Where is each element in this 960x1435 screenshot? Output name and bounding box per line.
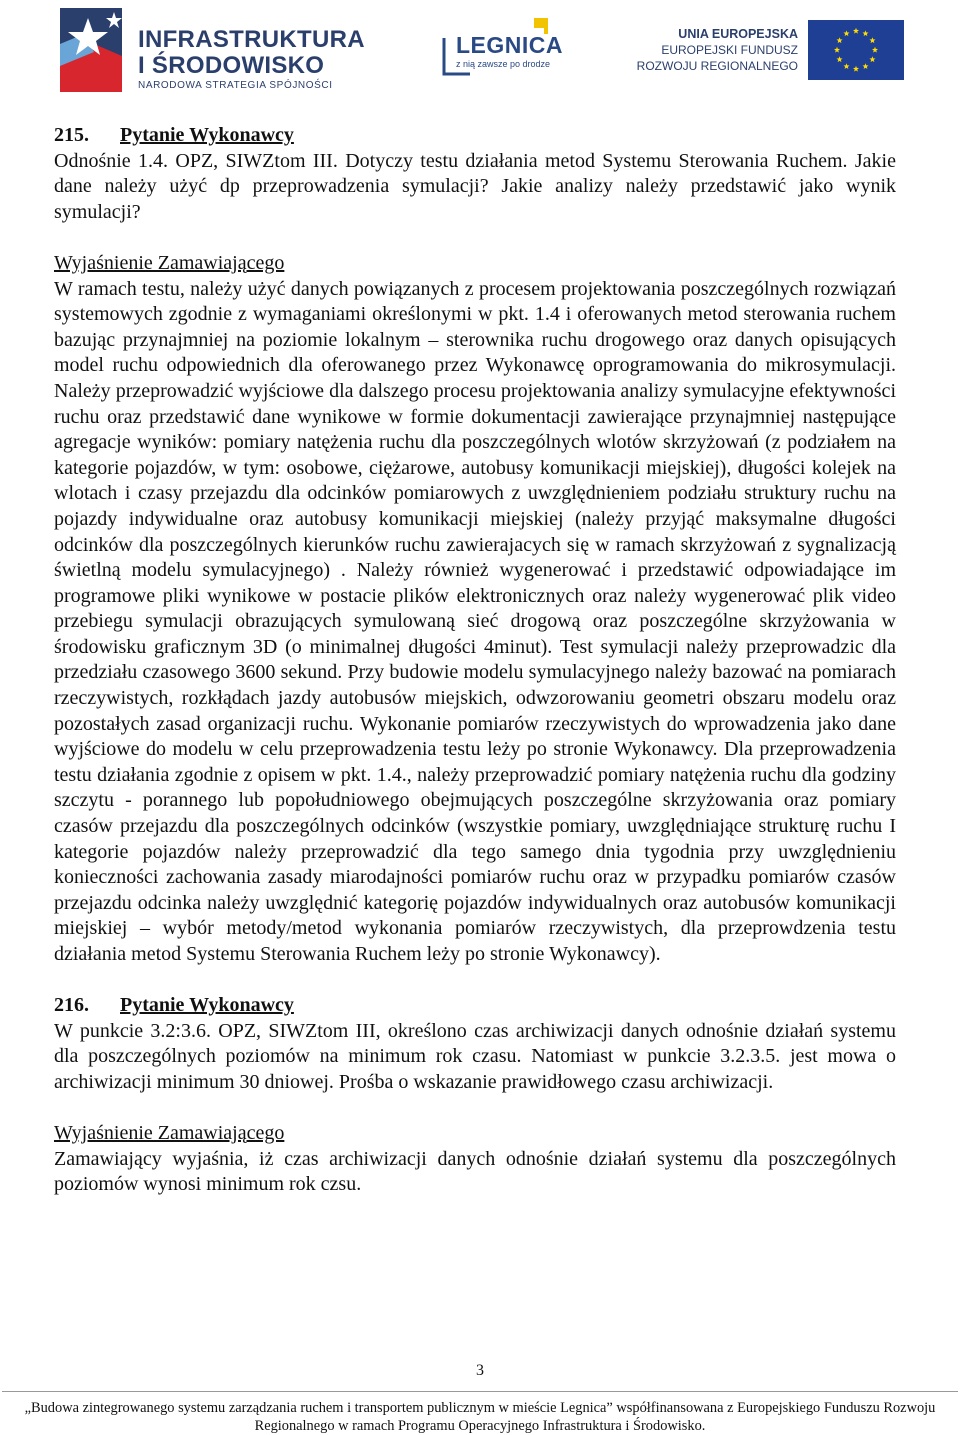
- eu-erdf-logo: [636, 20, 908, 82]
- legnica-tagline: z nią zawsze po drodze: [456, 59, 551, 69]
- page-number: 3: [476, 1362, 484, 1379]
- legnica-name: LEGNICA: [456, 32, 563, 58]
- logo-left-line3: NARODOWA STRATEGIA SPÓJNOŚCI: [138, 80, 333, 91]
- document-body: [54, 123, 896, 1198]
- section-215-answer-label: Wyjaśnienie Zamawiającego: [54, 251, 285, 274]
- infrastruktura-srodowisko-logo: [54, 4, 365, 96]
- footer-line2: Regionalnego w ramach Programu Operacyjnego Infrastruktura i Środowisko.: [254, 1417, 706, 1434]
- page-header: [0, 0, 960, 100]
- footer-text: [0, 1400, 960, 1435]
- nss-star-icon: [54, 4, 134, 96]
- section-216-heading: [54, 993, 896, 1019]
- logo-right-line3: ROZWOJU REGIONALNEGO: [636, 59, 798, 73]
- section-number: 215.: [54, 124, 89, 146]
- logo-left-line2: I ŚRODOWISKO: [138, 52, 325, 79]
- section-title: Pytanie Wykonawcy: [120, 994, 294, 1017]
- section-215-answer: W ramach testu, należy użyć danych powiązanych z procesem projektowania poszczególnych rozwiązań systemowych zgodnie z wymaganiami określonymi w pkt. 1.4 i oferowanych metod sterowania ruchem bazując przynajmniej na poziomie lokalnym – sterownika ruchu drogowego oraz danych opisujących model ruchu odpowiednich dla oferowanego przez Wykonawcę oprogramowania do mikrosymulacji. Należy przeprowadzić wyjściowe dla dalszego procesu projektowania analizy symulacyjne efektywności ruchu oraz przedstawić dane wynikowe w formie dokumentacji zawierające przynajmniej następujące agregacje wyników: pomiary natężenia ruchu dla poszczególnych wlotów skrzyżowań (z podziałem na kategorie pojazdów, w tym: osobowe, ciężarowe, autobusy komunikacji miejskiej), długości kolejek na wlotach i czasy przejazdu dla odcinków pomiarowych z uwzględnieniem podziału struktury ruchu na pojazdy indywidualne oraz autobusy komunikacji miejskiej (należy przyjąć maksymalne długości odcinków dla poszczególnych kierunków ruchu zawierajacych się w ramach skrzyżowań z sygnalizacją świetlną modelu symulacyjnego) . Należy również wygenerować i przedstawić odpowiadające im programowe pliki wynikowe w postacie plików elektronicznych oraz należy wygenerować plik video przebiegu symulacji obrazujących symulowaną sieć drogową oraz poszczególne skrzyżowania w środowisku graficznym 3D (o minimalnej długości 4minut). Test symulacji należy przeprowadzic dla przedziału czasowego 3600 sekund. Przy budowie modelu symulacyjnego należy bazować na pomiarach rzeczywistych, rozkłądach jazdy autobusów miejskich, odwzorowaniu geometri obszaru modelu oraz pozostałych zasad organizacji ruchu. Wykonanie pomiarów rzeczywistych do wprowadzenia jako dane wyjściowe do modelu w celu przeprowadzenia testu leży po stronie Wykonawcy. Dla przeprowadzenia testu działania zgodnie z opisem w pkt. 1.4., należy przeprowadzić pomiary natężenia ruchu dla godziny szczytu - porannego lub popołudniowego obejmujących poszczególne skrzyżowania oraz pomiary czasów przejazdu dla poszczególnych odcinków (wszystkie pomiary, uwzględniające strukturę ruchu I kategorie pojazdów należy przeprowadzić dla tego samego dnia tygodnia przy uwzględnieniu konieczności zachowania zasady miarodajności pomiarów ruchu oraz w przypadku pomiarów czasów przejazdu odcinka należy uwzględnić kategorię pojazdów indywidualnych oraz autobusów komunikacji miejskiej – wybór metody/metod wykonania pomiarów rzeczywistych, dla przeprowdzenia testu działania metod Systemu Sterowania Ruchem leży po stronie Wykonawcy).: [54, 277, 896, 965]
- logo-right-line2: EUROPEJSKI FUNDUSZ: [661, 43, 798, 57]
- section-number: 216.: [54, 994, 89, 1017]
- legnica-logo: [440, 16, 563, 82]
- section-216-answer: Zamawiający wyjaśnia, iż czas archiwizacji danych odnośnie działań systemu dla poszczególnych poziomów wynosi minimum rok czsu.: [54, 1147, 896, 1196]
- section-216-answer-label: Wyjaśnienie Zamawiającego: [54, 1122, 285, 1145]
- footer-line1: „Budowa zintegrowanego systemu zarządzania ruchem i transportem publicznym w mieście Legnica” współfinansowana z Europejskiego Funduszu Rozwoju: [24, 1400, 936, 1416]
- logo-right-line1: UNIA EUROPEJSKA: [678, 27, 798, 41]
- section-215-question: Odnośnie 1.4. OPZ, SIWZtom III. Dotyczy testu działania metod Systemu Sterowania Ruchem. Jakie dane należy użyć dp przeprowadzenia symulacji? Jakie analizy należy przedstawić jako wynik symulacji?: [54, 149, 896, 223]
- eu-flag-icon: [808, 20, 904, 80]
- section-216-question: W punkcie 3.2:3.6. OPZ, SIWZtom III, określono czas archiwizacji danych odnośnie działań systemu dla poszczególnych poziomów na minimum rok czasu. Natomiast w punkcie 3.2.3.5. jest mowa o archiwizacji minimum 30 dniowej. Prośba o wskazanie prawidłowego czasu archiwizacji.: [54, 1019, 896, 1093]
- section-title: Pytanie Wykonawcy: [120, 124, 294, 146]
- footer-divider: [2, 1391, 958, 1392]
- logo-left-line1: INFRASTRUKTURA: [138, 26, 365, 53]
- section-215-heading: [54, 123, 896, 149]
